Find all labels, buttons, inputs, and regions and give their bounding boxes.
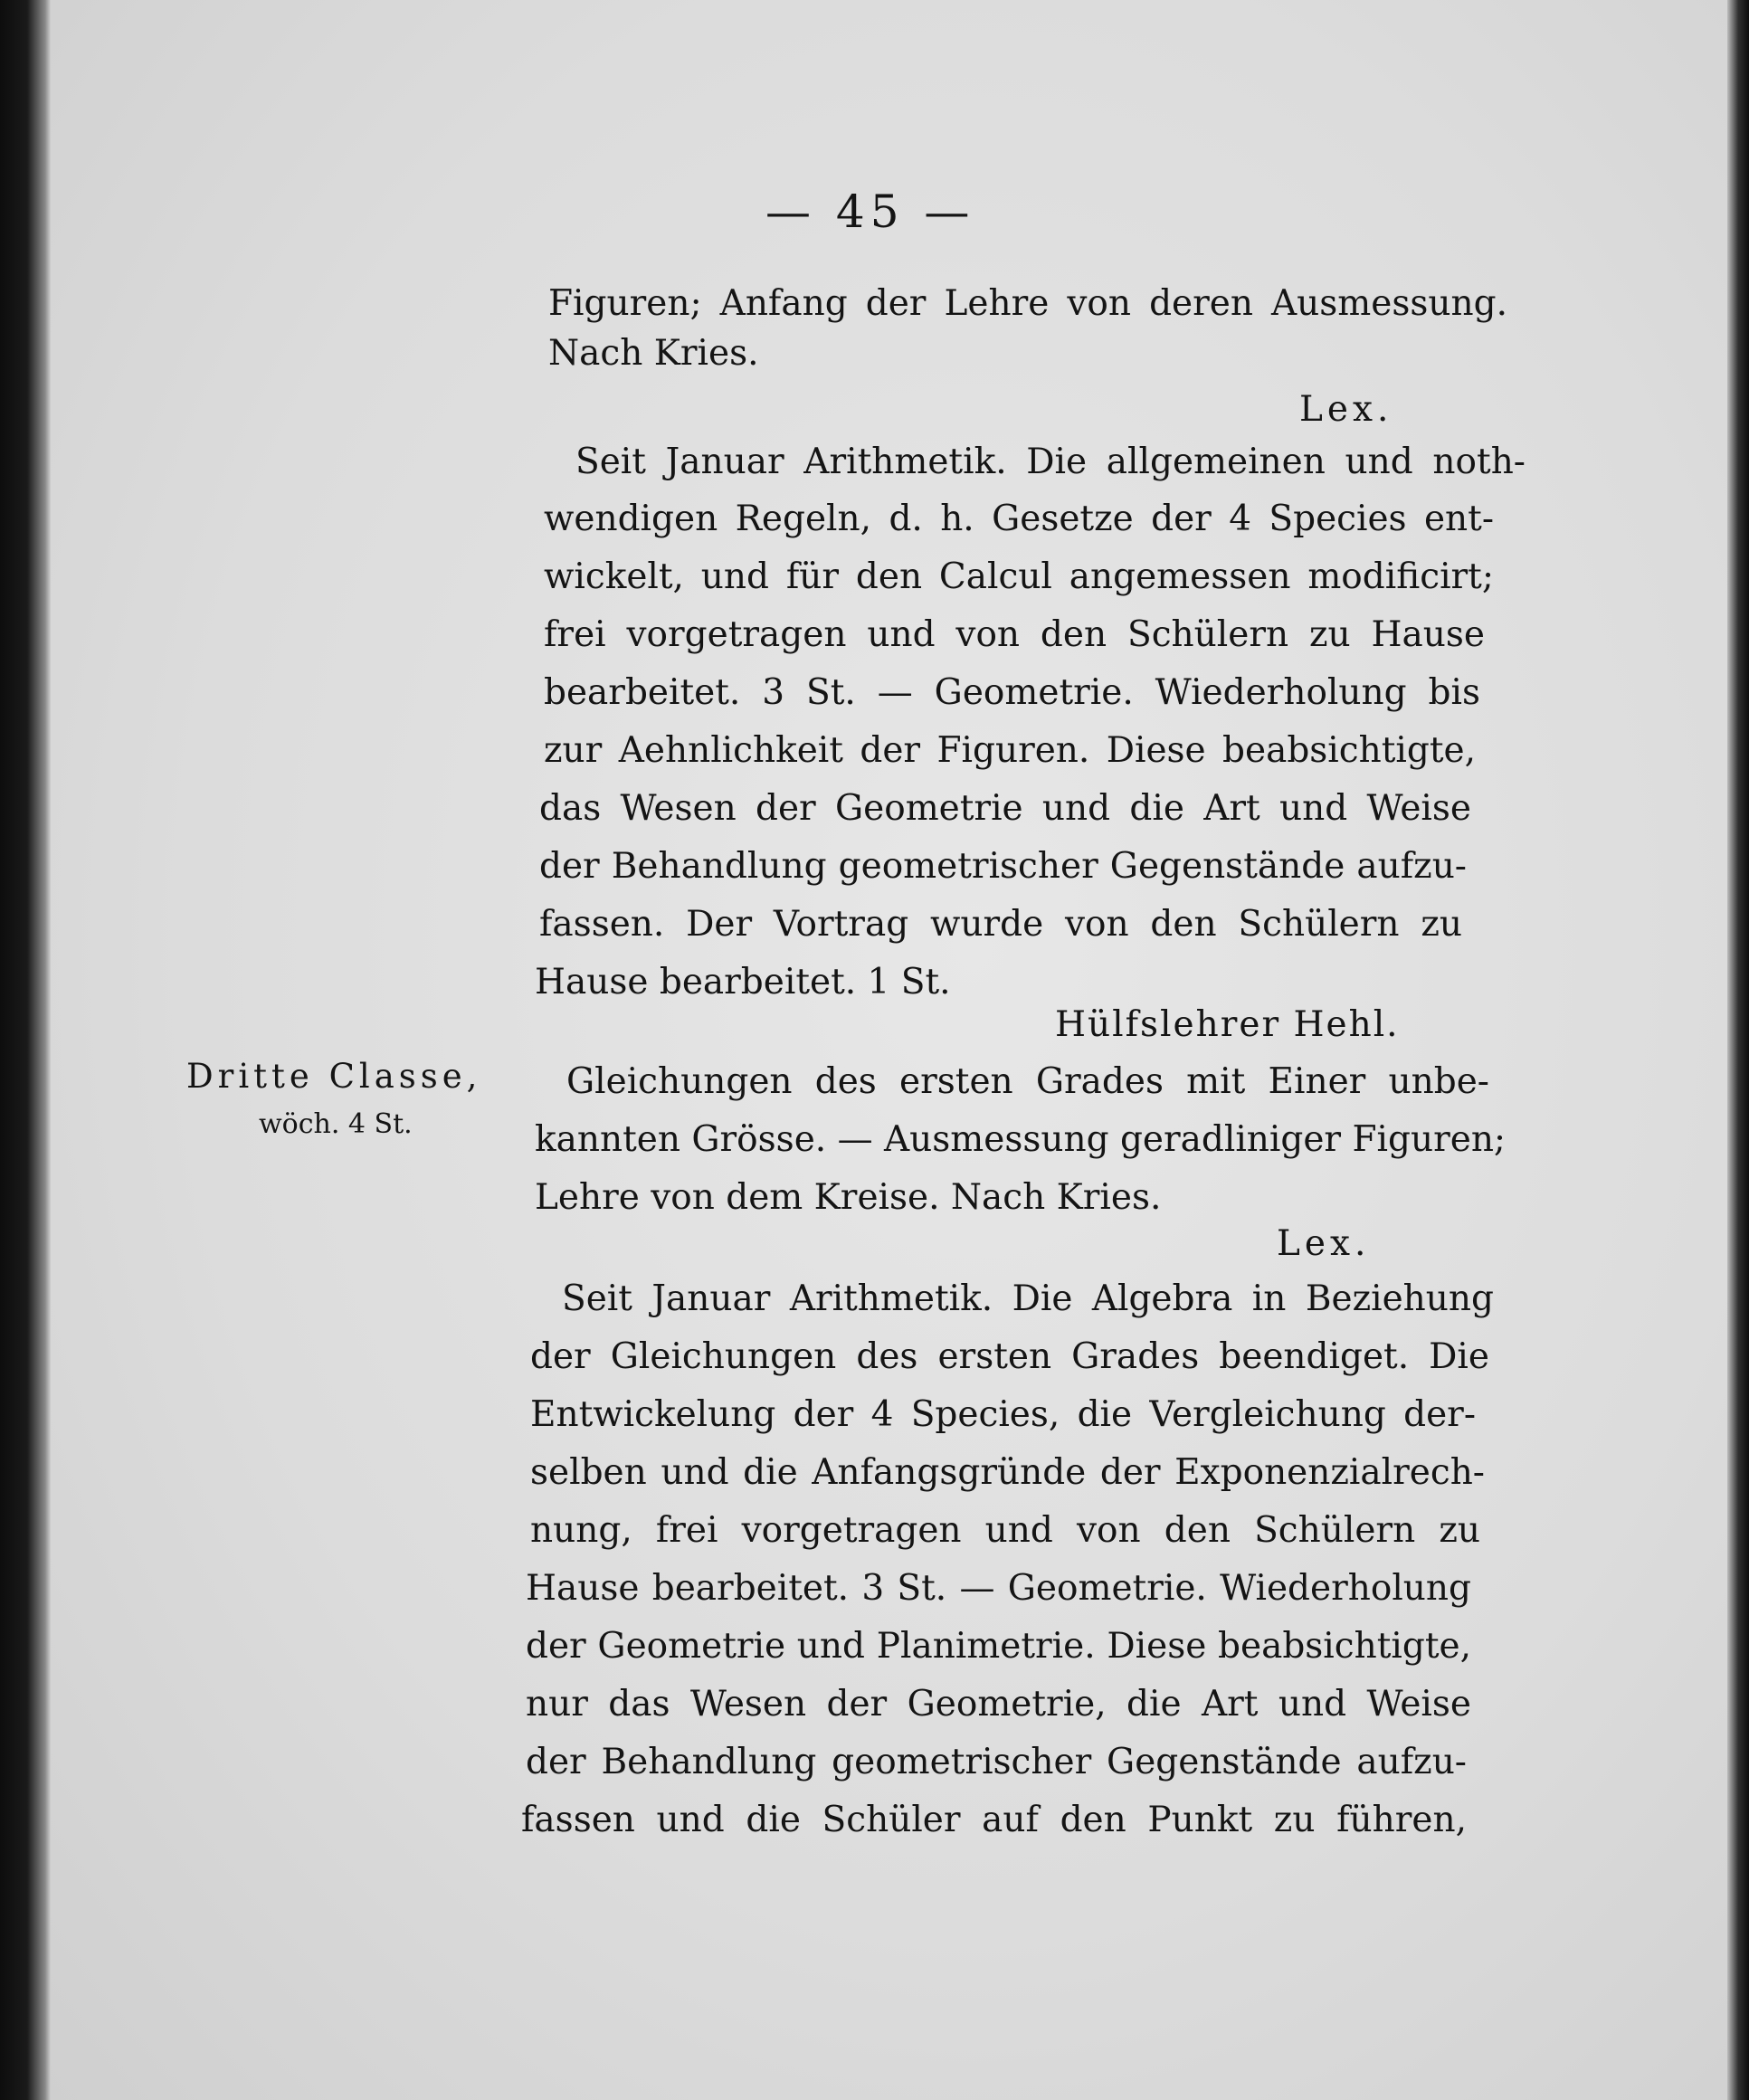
text-line: Gleichungen des ersten Grades mit Einer unbe- [566, 1061, 1489, 1102]
text-line: Entwickelung der 4 Species, die Vergleichung der- [530, 1394, 1476, 1435]
text-line: Hause bearbeitet. 3 St. — Geometrie. Wiederholung [526, 1568, 1471, 1609]
teacher-signature: Hülfslehrer Hehl. [1055, 1004, 1400, 1045]
text-line: fassen. Der Vortrag wurde von den Schülern zu [539, 904, 1462, 945]
hours-label: wöch. 4 St. [259, 1108, 413, 1140]
text-line: bearbeitet. 3 St. — Geometrie. Wiederholung bis [544, 672, 1480, 713]
book-page [51, 0, 1727, 2100]
text-line: der Behandlung geometrischer Gegenstände aufzu- [526, 1742, 1467, 1782]
text-line: das Wesen der Geometrie und die Art und Weise [539, 788, 1471, 829]
text-line: Seit Januar Arithmetik. Die Algebra in Beziehung [562, 1278, 1494, 1319]
scan-right-edge [1727, 0, 1749, 2100]
text-line: wickelt, und für den Calcul angemessen modificirt; [544, 556, 1494, 597]
text-line: fassen und die Schüler auf den Punkt zu führen, [521, 1800, 1467, 1840]
text-line: der Behandlung geometrischer Gegenstände aufzu- [539, 846, 1467, 887]
class-label: Dritte Classe, [186, 1057, 482, 1096]
text-line: frei vorgetragen und von den Schülern zu Hause [544, 614, 1485, 655]
text-line: der Geometrie und Planimetrie. Diese beabsichtigte, [526, 1626, 1471, 1667]
text-line: Lehre von dem Kreise. Nach Kries. [535, 1177, 1162, 1218]
teacher-signature: Lex. [1277, 1223, 1371, 1264]
text-line: Nach Kries. [548, 333, 759, 374]
text-line: selben und die Anfangsgründe der Exponenzialrech- [530, 1452, 1485, 1493]
text-line: nung, frei vorgetragen und von den Schülern zu [530, 1510, 1480, 1551]
text-line: kannten Grösse. — Ausmessung geradliniger Figuren; [535, 1119, 1507, 1160]
scan-left-edge [0, 0, 51, 2100]
text-line: Seit Januar Arithmetik. Die allgemeinen und noth- [575, 442, 1526, 482]
text-line: nur das Wesen der Geometrie, die Art und Weise [526, 1684, 1471, 1725]
teacher-signature: Lex. [1299, 389, 1393, 430]
text-line: der Gleichungen des ersten Grades beendiget. Die [530, 1336, 1489, 1377]
text-line: Figuren; Anfang der Lehre von deren Ausmessung. [548, 283, 1507, 324]
text-line: wendigen Regeln, d. h. Gesetze der 4 Species ent- [544, 499, 1494, 539]
page-number: — 45 — [765, 185, 975, 238]
text-line: zur Aehnlichkeit der Figuren. Diese beabsichtigte, [544, 730, 1476, 771]
text-line: Hause bearbeitet. 1 St. [535, 962, 951, 1002]
